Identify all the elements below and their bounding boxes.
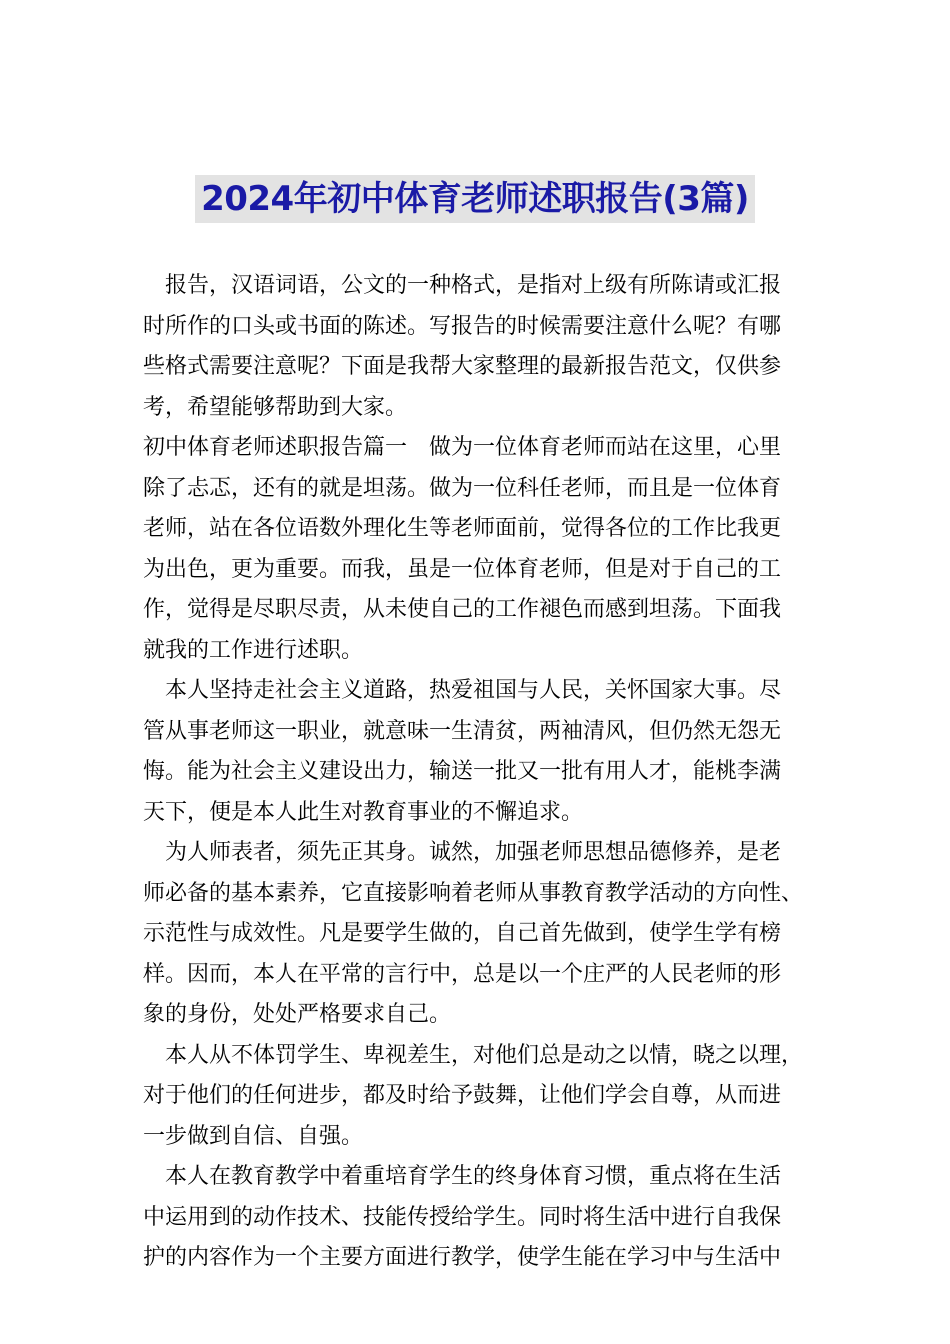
paragraph-line: 时所作的口头或书面的陈述。写报告的时候需要注意什么呢？有哪 bbox=[143, 313, 782, 339]
paragraph-line: 初中体育老师述职报告篇一 做为一位体育老师而站在这里，心里 bbox=[143, 435, 782, 460]
paragraph-line: 报告，汉语词语，公文的一种格式，是指对上级有所陈请或汇报 bbox=[165, 273, 782, 298]
body-paragraph bbox=[143, 1157, 825, 1279]
paragraph-line: 本人在教育教学中着重培育学生的终身体育习惯，重点将在生活 bbox=[165, 1164, 782, 1189]
paragraph-line: 一步做到自信、自强。 bbox=[143, 1123, 364, 1149]
paragraph-line: 作，觉得是尽职尽责，从未使自己的工作褪色而感到坦荡。下面我 bbox=[143, 597, 782, 622]
paragraph-line: 就我的工作进行述职。 bbox=[143, 637, 364, 663]
title-container bbox=[0, 175, 950, 223]
paragraph-line: 本人从不体罚学生、卑视差生，对他们总是动之以情，晓之以理， bbox=[165, 1042, 804, 1068]
paragraph-line: 对于他们的任何进步，都及时给予鼓舞，让他们学会自尊，从而进 bbox=[143, 1083, 782, 1108]
paragraph-line: 本人坚持走社会主义道路，热爱祖国与人民，关怀国家大事。尽 bbox=[165, 678, 782, 703]
document-body bbox=[143, 266, 825, 1279]
paragraph-line: 为出色，更为重要。而我，虽是一位体育老师，但是对于自己的工 bbox=[143, 556, 782, 582]
paragraph-line: 师必备的基本素养，它直接影响着老师从事教育教学活动的方向性、 bbox=[143, 880, 804, 906]
paragraph-line: 示范性与成效性。凡是要学生做的，自己首先做到，使学生学有榜 bbox=[143, 921, 782, 946]
paragraph-line: 样。因而，本人在平常的言行中，总是以一个庄严的人民老师的形 bbox=[143, 961, 782, 987]
body-paragraph bbox=[143, 1036, 825, 1158]
body-paragraph bbox=[143, 671, 825, 833]
paragraph-line: 些格式需要注意呢？下面是我帮大家整理的最新报告范文，仅供参 bbox=[143, 354, 782, 379]
paragraph-line: 中运用到的动作技术、技能传授给学生。同时将生活中进行自我保 bbox=[143, 1204, 782, 1230]
paragraph-line: 除了忐忑，还有的就是坦荡。做为一位科任老师，而且是一位体育 bbox=[143, 475, 782, 501]
paragraph-line: 象的身份，处处严格要求自己。 bbox=[143, 1002, 452, 1027]
paragraph-line: 考，希望能够帮助到大家。 bbox=[143, 394, 408, 420]
body-paragraph bbox=[143, 266, 825, 428]
paragraph-line: 管从事老师这一职业，就意味一生清贫，两袖清风，但仍然无怨无 bbox=[143, 718, 782, 744]
document-title: 2024年初中体育老师述职报告(3篇) bbox=[195, 175, 755, 223]
paragraph-line: 天下，便是本人此生对教育事业的不懈追求。 bbox=[143, 799, 584, 825]
paragraph-line: 护的内容作为一个主要方面进行教学，使学生能在学习中与生活中 bbox=[143, 1245, 782, 1270]
paragraph-line: 悔。能为社会主义建设出力，输送一批又一批有用人才，能桃李满 bbox=[143, 759, 782, 784]
paragraph-line: 老师，站在各位语数外理化生等老师面前，觉得各位的工作比我更 bbox=[143, 516, 782, 541]
body-paragraph bbox=[143, 833, 825, 1036]
paragraph-line: 为人师表者，须先正其身。诚然，加强老师思想品德修养，是老 bbox=[165, 840, 782, 865]
body-paragraph bbox=[143, 428, 825, 671]
